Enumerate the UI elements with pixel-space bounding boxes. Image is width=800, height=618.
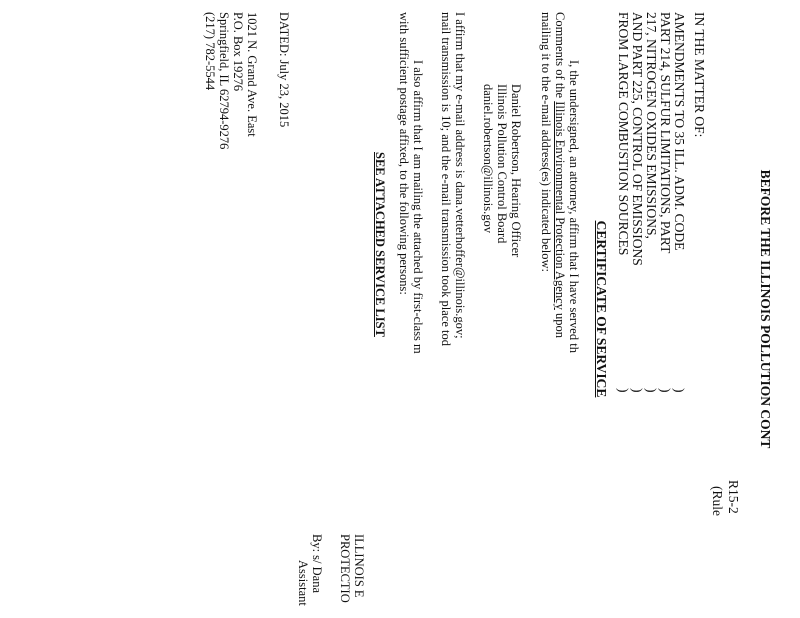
case-number: R15-2 <box>726 480 741 514</box>
body-p2-line1: I affirm that my e-mail address is dana.vetterhoffer@illinois.gov; <box>453 12 467 339</box>
matter-line-3: 217, NITROGEN OXIDES EMISSIONS, <box>644 12 659 239</box>
paren-3: ) <box>644 388 659 393</box>
addressee-org: Illinois Pollution Control Board <box>495 84 509 244</box>
address-line-3: Springfield, IL 62794-9276 <box>217 12 231 150</box>
body-p1-line2: Comments of the Illinois Environmental Protection Agency upon <box>553 12 567 339</box>
body-p3-line1: I also affirm that I am mailing the attached by first-class m <box>411 60 425 354</box>
addressee-email: daniel.robertson@illinois.gov <box>481 84 495 233</box>
service-list-heading: SEE ATTACHED SERVICE LIST <box>373 152 387 337</box>
matter-line-5: FROM LARGE COMBUSTION SOURCES <box>616 12 631 256</box>
body-p1-line3: mailing it to the e-mail address(es) indicated below: <box>539 12 553 272</box>
paren-4: ) <box>630 388 645 393</box>
paren-1: ) <box>672 388 687 393</box>
signature-agency-line2: PROTECTIO <box>338 534 352 603</box>
signature-title: Assistant <box>296 560 310 606</box>
case-type: (Rule <box>710 486 725 516</box>
address-line-1: 1021 N. Grand Ave. East <box>245 12 259 137</box>
signature-agency-line1: ILLINOIS E <box>352 534 366 598</box>
body-p2-line2: mail transmission is 10; and the e-mail transmission took place tod <box>439 12 453 346</box>
address-line-2: P.O. Box 19276 <box>231 12 245 92</box>
address-line-4: (217) 782-5544 <box>203 12 217 91</box>
dated-line: DATED: July 23, 2015 <box>277 12 291 128</box>
matter-label: IN THE MATTER OF: <box>692 12 707 138</box>
matter-line-1: AMENDMENTS TO 35 ILL. ADM. CODE <box>672 12 687 251</box>
document-header: BEFORE THE ILLINOIS POLLUTION CONT <box>758 169 773 449</box>
body-p1-line1: I, the undersigned, an attorney, affirm that I have served th <box>567 60 581 353</box>
matter-line-4: AND PART 225, CONTROL OF EMISSIONS <box>630 12 645 266</box>
paren-2: ) <box>658 388 673 393</box>
addressee-name: Daniel Robertson, Hearing Officer <box>509 84 523 258</box>
certificate-title: CERTIFICATE OF SERVICE <box>594 220 609 398</box>
body-p3-line2: with sufficient postage affixed, to the following persons: <box>397 12 411 295</box>
paren-5: ) <box>616 388 631 393</box>
matter-line-2: PART 214, SULFUR LIMITATIONS, PART <box>658 12 673 254</box>
signature-by-line: By: s/ Dana <box>310 534 324 594</box>
agency-name: Illinois Environmental Protection Agency <box>553 101 567 310</box>
